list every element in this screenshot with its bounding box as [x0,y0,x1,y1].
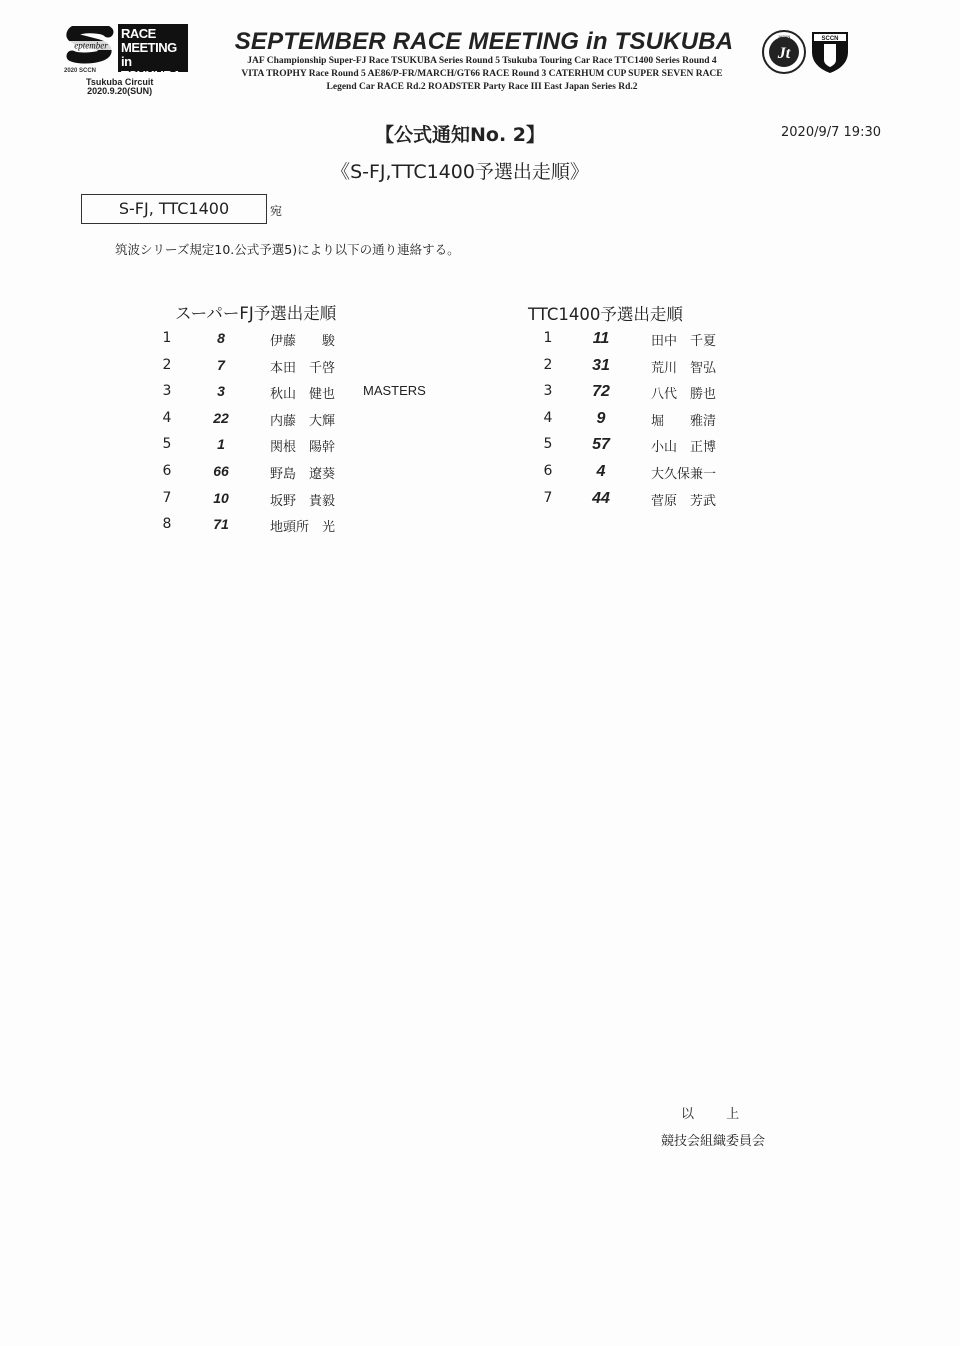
logo-circuit-date: 2020.9.20(SUN) [87,86,153,96]
driver-name: 大久保兼一 [651,467,717,482]
logo-circuit-name: Tsukuba Circuit [86,77,154,87]
car-number: 57 [592,436,610,454]
row-position: 7 [162,489,172,506]
svg-text:Jt: Jt [777,45,791,62]
logo-box-line: in TSUKUBA [121,54,182,83]
ttc-title: TTC1400予選出走順 [528,305,683,324]
driver-name: 堀 雅清 [651,413,717,429]
row-position: 3 [162,383,172,400]
table-row [0,410,960,430]
committee-name: 競技会組織委員会 [661,1134,766,1149]
table-row [0,330,960,350]
notice-subject: 《S-FJ,TTC1400予選出走順》 [331,161,589,183]
notice-number: 【公式通知No. 2】 [374,124,545,146]
driver-name: 地頭所 光 [270,520,336,536]
notice-body: 筑波シリーズ規定10.公式予選5)により以下の通り連絡する。 [115,242,460,257]
car-number: 22 [213,409,229,426]
logo-s-word: eptember [74,40,108,51]
row-position: 2 [162,356,172,373]
car-number: 8 [217,330,225,346]
closing-mark: 以 上 [681,1107,740,1122]
row-position: 7 [543,489,553,506]
badge-round-text: JAPAN [777,34,791,39]
row-position: 8 [162,516,172,533]
car-number: 9 [596,409,606,427]
driver-name: 伊藤 駿 [270,334,336,349]
event-title: SEPTEMBER RACE MEETING in TSUKUBA [234,28,734,55]
car-number: 3 [217,383,225,400]
row-position: 6 [543,463,553,479]
logo-sub: 2020 SCCN [64,68,97,74]
car-number: 1 [217,436,225,453]
row-position: 3 [543,383,553,400]
row-position: 2 [543,356,553,373]
driver-name: 内藤 大輝 [270,413,336,429]
row-position: 4 [543,409,553,426]
table-row [0,463,960,483]
driver-name: 本田 千啓 [270,360,336,376]
addressee-box: S-FJ, TTC1400 [81,194,267,224]
sfj-title: スーパーFJ予選出走順 [175,304,337,323]
event-logo [62,24,192,96]
car-number: 31 [592,356,610,374]
logo-race-meeting-box [118,24,188,83]
row-position: 4 [162,409,172,426]
sccn-shield-badge-icon [810,30,850,74]
car-number: 7 [217,356,225,373]
row-position: 6 [162,463,172,479]
driver-name: 荒川 智弘 [651,360,717,376]
car-number: 66 [213,463,229,479]
logo-box-line: MEETING [121,40,177,55]
row-position: 5 [543,436,553,453]
car-number: 4 [596,463,606,480]
table-row [0,436,960,456]
car-number: 44 [592,489,610,507]
table-row [0,516,960,536]
driver-name: 秋山 健也 [270,387,336,403]
driver-name: 八代 勝也 [651,387,717,403]
row-position: 5 [162,436,172,453]
driver-name: 坂野 貴毅 [270,493,336,509]
driver-name: 野島 遼葵 [270,467,336,482]
car-number: 72 [592,383,610,401]
driver-name: 田中 千夏 [651,334,717,349]
table-row [0,357,960,377]
logo-circuit [86,78,153,96]
driver-name: 菅原 芳武 [651,493,717,509]
row-position: 1 [543,330,553,346]
logo-box-line: RACE [121,26,156,41]
driver-class: MASTERS [363,383,426,399]
driver-name: 小山 正博 [651,440,717,456]
september-s-logo-icon [64,26,118,66]
driver-name: 関根 陽幹 [270,440,336,456]
car-number: 10 [213,489,229,506]
event-line: Legend Car RACE Rd.2 ROADSTER Party Race III East Japan Series Rd.2 [326,82,638,92]
row-position: 1 [162,330,172,346]
notice-datetime: 2020/9/7 19:30 [781,125,881,140]
addressee-suffix: 宛 [270,204,283,218]
table-row [0,490,960,510]
car-number: 11 [592,330,610,347]
table-row [0,383,960,403]
car-number: 71 [213,516,229,533]
badge-shield-text: SCCN [821,36,839,42]
event-line: JAF Championship Super-FJ Race TSUKUBA Series Round 5 Tsukuba Touring Car Race TTC1400 Series Round 4 [247,56,717,66]
japan-round-badge-icon [762,30,806,74]
event-line: VITA TROPHY Race Round 5 AE86/P-FR/MARCH/GT66 RACE Round 3 CATERHUM CUP SUPER SEVEN RACE [241,69,723,79]
